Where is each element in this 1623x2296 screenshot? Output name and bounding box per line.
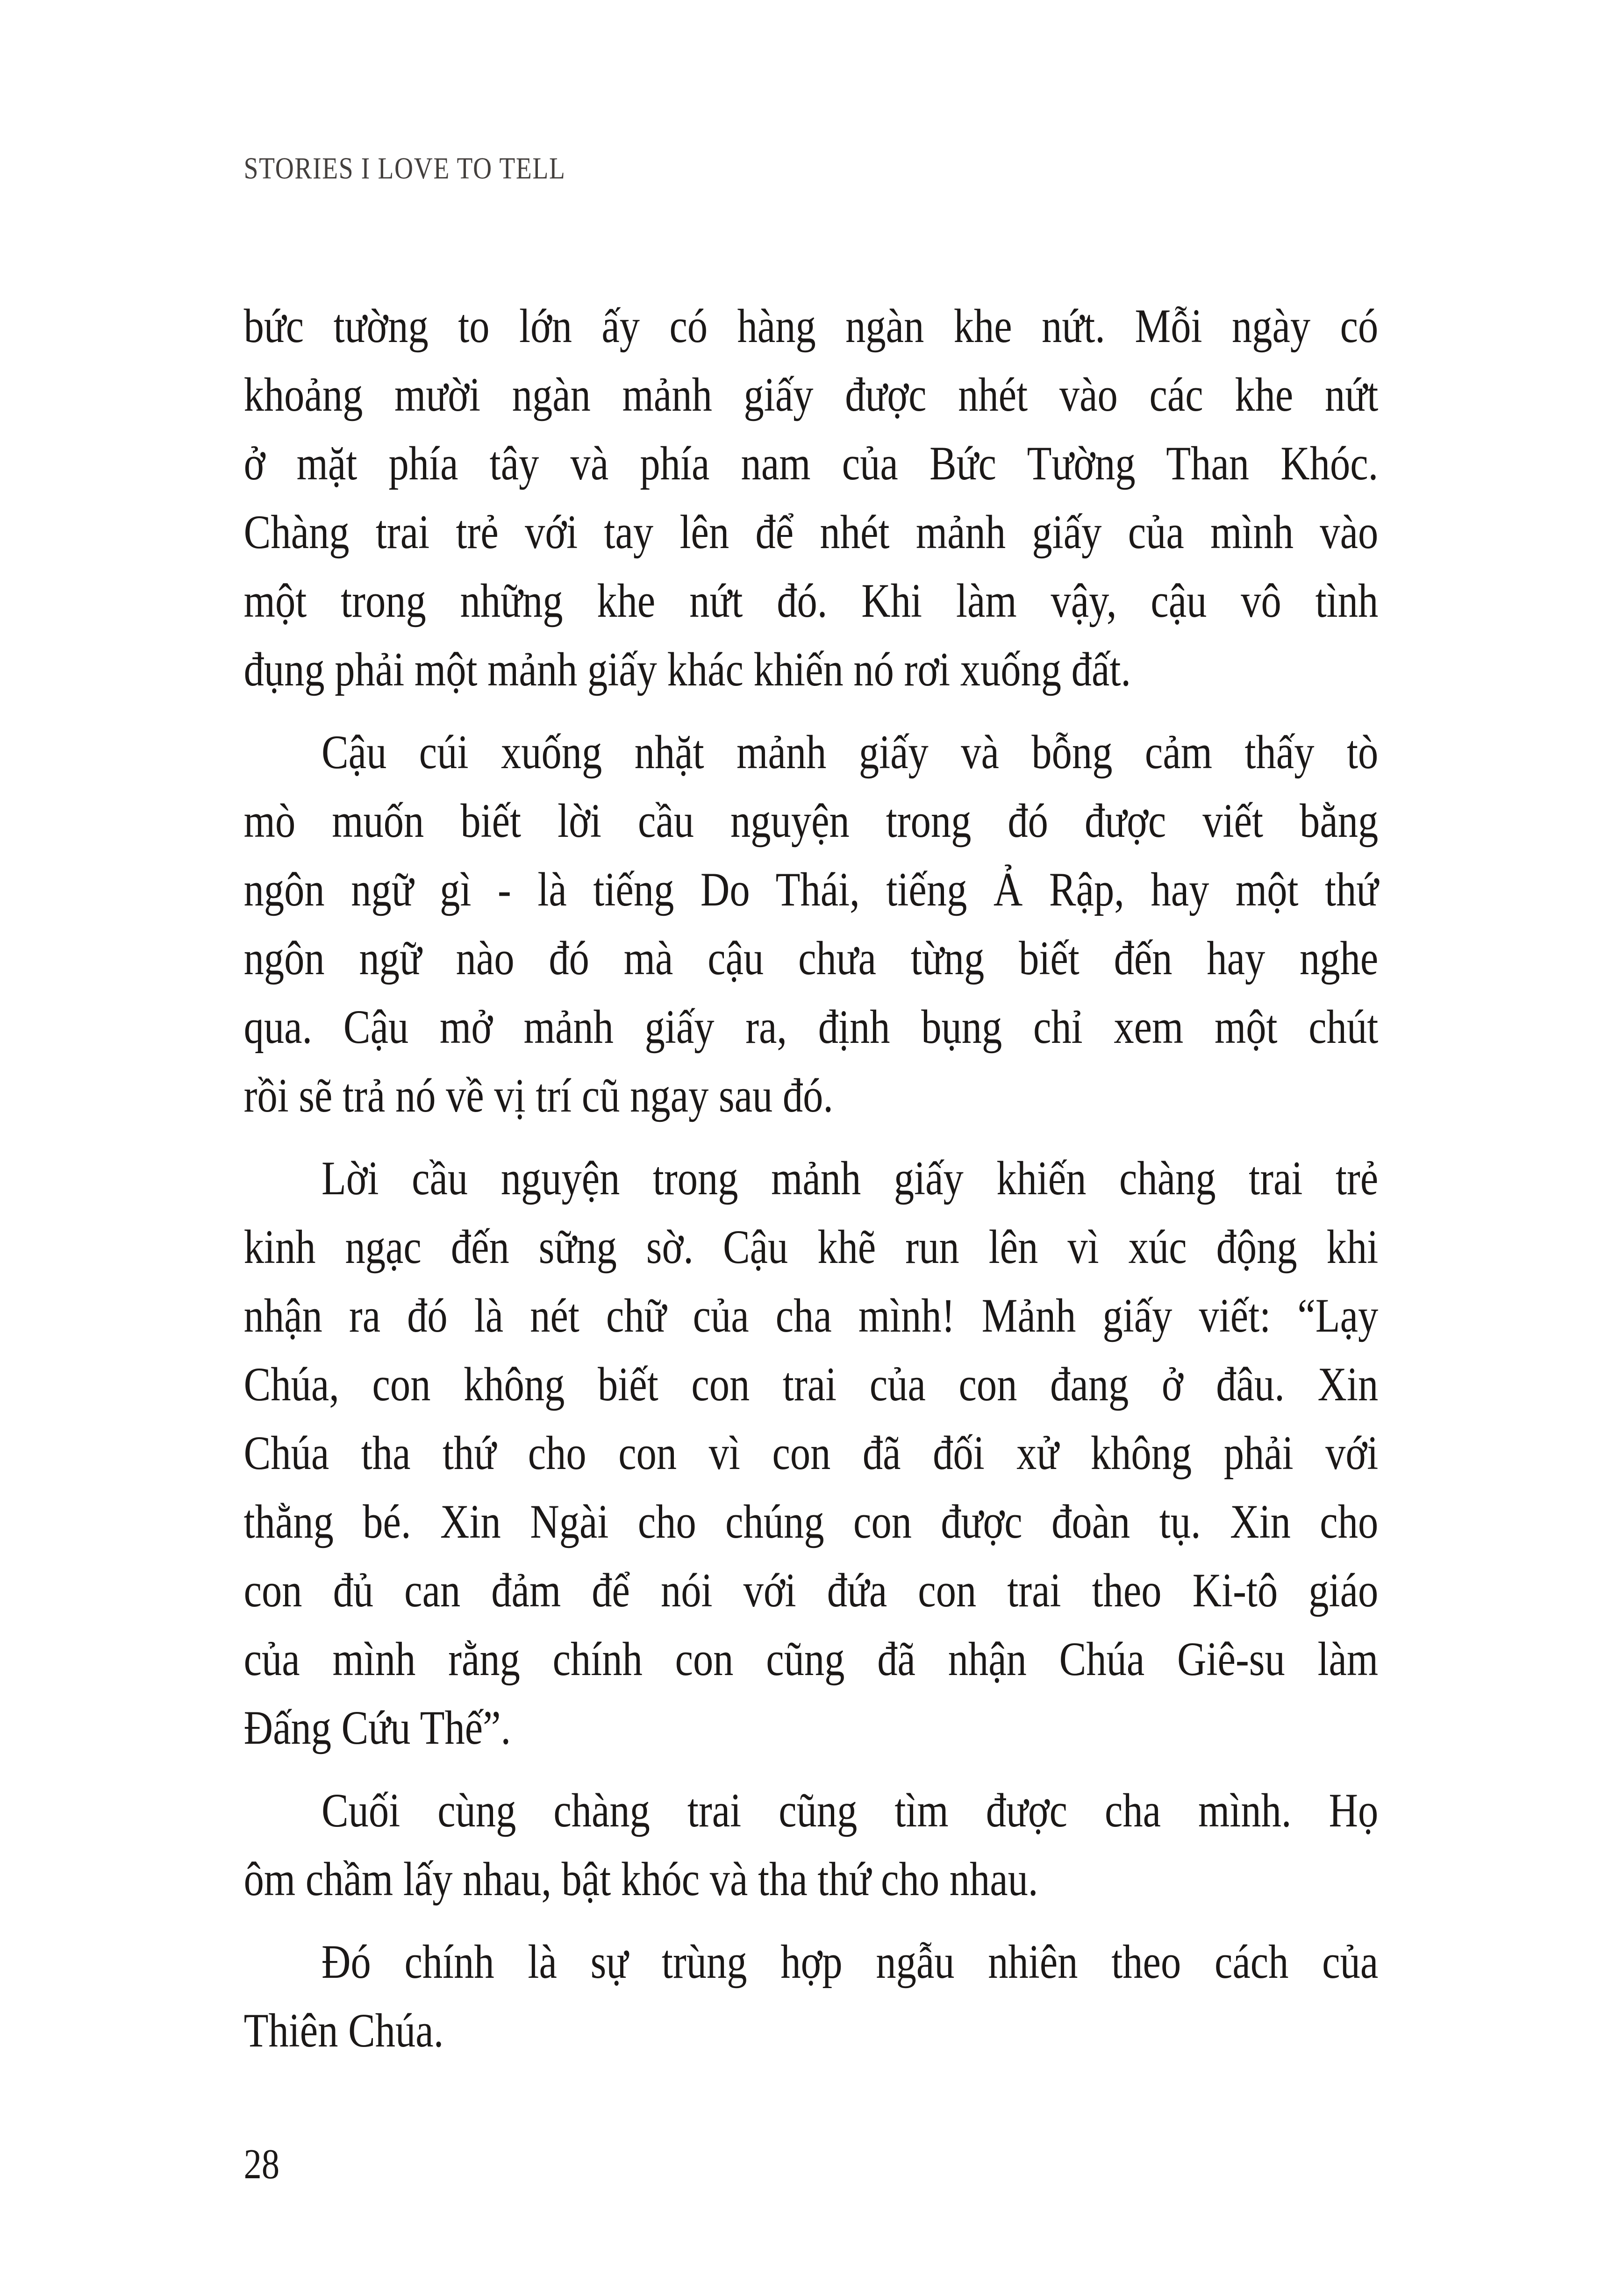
text-line: đụng phải một mảnh giấy khác khiến nó rơi xuống đất.	[243, 643, 1131, 696]
paragraph	[244, 1144, 1379, 1762]
text-line: Chúa tha thứ cho con vì con đã đối xử không phải với	[243, 1426, 1379, 1480]
text-line: Thiên Chúa.	[243, 2004, 444, 2057]
paragraph	[244, 292, 1379, 704]
body-text	[244, 292, 1379, 2065]
paragraph	[244, 718, 1379, 1130]
text-line: nhận ra đó là nét chữ của cha mình! Mảnh giấy viết: “Lạy	[243, 1289, 1379, 1342]
text-line: bức tường to lớn ấy có hàng ngàn khe nứt. Mỗi ngày có	[243, 299, 1379, 353]
text-line: mò muốn biết lời cầu nguyện trong đó được viết bằng	[243, 794, 1379, 848]
text-line: của mình rằng chính con cũng đã nhận Chúa Giê-su làm	[243, 1633, 1379, 1686]
text-line: con đủ can đảm để nói với đứa con trai theo Ki-tô giáo	[243, 1564, 1379, 1617]
text-line: Đấng Cứu Thế”.	[243, 1701, 511, 1754]
running-header: STORIES I LOVE TO TELL	[243, 151, 566, 185]
text-line: ở mặt phía tây và phía nam của Bức Tường Than Khóc.	[243, 437, 1379, 490]
paragraph	[244, 1776, 1379, 1914]
text-line: ngôn ngữ gì - là tiếng Do Thái, tiếng Ả Rập, hay một thứ	[243, 863, 1379, 916]
text-line: thằng bé. Xin Ngài cho chúng con được đoàn tụ. Xin cho	[243, 1495, 1379, 1548]
text-line: rồi sẽ trả nó về vị trí cũ ngay sau đó.	[243, 1069, 834, 1122]
paragraph	[244, 1928, 1379, 2065]
text-line: ôm chầm lấy nhau, bật khóc và tha thứ cho nhau.	[243, 1853, 1038, 1906]
text-line: một trong những khe nứt đó. Khi làm vậy, cậu vô tình	[243, 574, 1379, 627]
text-line: khoảng mười ngàn mảnh giấy được nhét vào các khe nứt	[243, 368, 1379, 421]
text-line: Lời cầu nguyện trong mảnh giấy khiến chàng trai trẻ	[321, 1152, 1379, 1205]
page-number: 28	[243, 2140, 280, 2188]
text-line: qua. Cậu mở mảnh giấy ra, định bụng chỉ xem một chút	[243, 1000, 1379, 1054]
text-line: kinh ngạc đến sững sờ. Cậu khẽ run lên vì xúc động khi	[243, 1220, 1379, 1274]
text-line: Cuối cùng chàng trai cũng tìm được cha mình. Họ	[321, 1784, 1379, 1837]
text-line: ngôn ngữ nào đó mà cậu chưa từng biết đến hay nghe	[243, 932, 1379, 985]
text-line: Chàng trai trẻ với tay lên để nhét mảnh giấy của mình vào	[243, 506, 1379, 559]
text-line: Cậu cúi xuống nhặt mảnh giấy và bỗng cảm thấy tò	[321, 726, 1379, 779]
text-line: Chúa, con không biết con trai của con đang ở đâu. Xin	[243, 1358, 1379, 1411]
text-line: Đó chính là sự trùng hợp ngẫu nhiên theo cách của	[321, 1935, 1379, 1989]
